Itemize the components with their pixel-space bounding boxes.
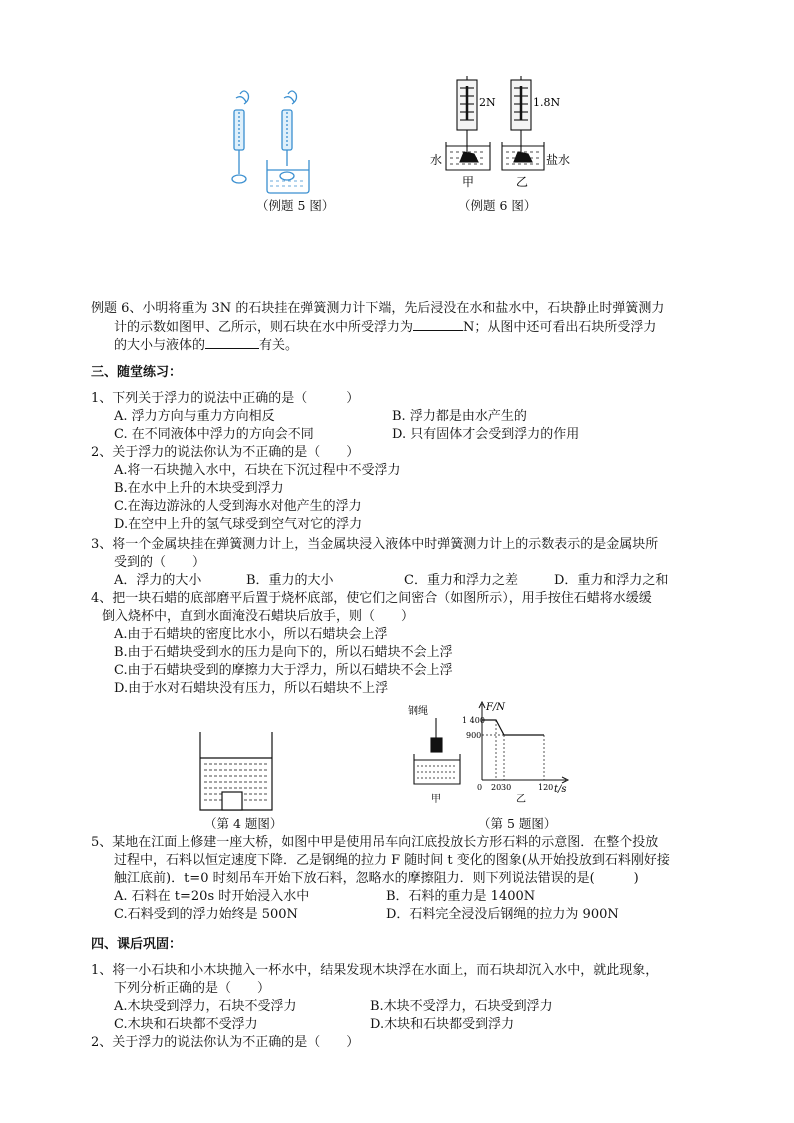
- example6-line3-b: 有关。: [259, 338, 299, 353]
- q5-graph-figure: [462, 698, 572, 816]
- s4-q1-stem-1: 1、将一小石块和小木块抛入一杯水中，结果发现木块浮在水面上，而石块却沉入水中，就此现象，: [91, 963, 659, 978]
- s3-q4-option-b: B.由于石蜡块受到水的压力是向下的，所以石蜡块不会上浮: [114, 645, 453, 660]
- ex6-right-sub: 乙: [516, 175, 529, 189]
- q5-xtick-30: 30: [501, 783, 512, 792]
- s3-q5-stem-1: 5、某地在江面上修建一座大桥，如图中甲是使用吊车向江底投放长方形石料的示意图．在整个投放: [91, 835, 659, 850]
- q5-apparatus-figure: [406, 700, 468, 816]
- ex6-right-reading: 1.8N: [533, 96, 561, 109]
- s3-q3-option-b: B．重力的大小: [246, 573, 334, 588]
- s3-q2-option-a: A.将一石块抛入水中，石块在下沉过程中不受浮力: [114, 463, 401, 478]
- s3-q5-stem-3: 触江底前)．t=0 时刻吊车开始下放石料，忽略水的摩擦阻力．则下列说法错误的是( ): [114, 871, 639, 886]
- s3-q5-option-c: C.石料受到的浮力始终是 500N: [114, 907, 298, 922]
- example6-line2: [114, 318, 656, 337]
- example5-caption: （例题 5 图）: [256, 198, 335, 213]
- s3-q5-option-d: D．石料完全浸没后钢绳的拉力为 900N: [386, 907, 619, 922]
- s3-q4-option-d: D.由于水对石蜡块没有压力，所以石蜡块不上浮: [114, 681, 389, 696]
- ex6-left-liquid: 水: [430, 153, 443, 167]
- q5-xtick-120: 120: [538, 783, 554, 792]
- s3-q5-stem-2: 过程中，石料以恒定速度下降．乙是钢绳的拉力 F 随时间 t 变化的图象(从开始投放到石料刚好接: [114, 853, 670, 868]
- s3-q3-option-a: A．浮力的大小: [114, 573, 202, 588]
- q5-ytick-1400: 1 400: [462, 716, 485, 725]
- example6-line3: [114, 336, 298, 355]
- example6-line2-b: N；从图中还可看出石块所受浮力: [463, 320, 657, 335]
- q5-origin: 0: [477, 783, 483, 792]
- s3-q1-option-d: D. 只有固体才会受到浮力的作用: [392, 427, 580, 442]
- q5-ytick-900: 900: [466, 731, 482, 740]
- s3-q2-option-b: B.在水中上升的木块受到浮力: [114, 481, 284, 496]
- s4-q1-option-a: A.木块受到浮力，石块不受浮力: [114, 999, 297, 1014]
- q5-xtick-20: 20: [491, 783, 502, 792]
- s4-q1-option-d: D.木块和石块都受到浮力: [370, 1017, 515, 1032]
- s4-q1-option-c: C.木块和石块都不受浮力: [114, 1017, 258, 1032]
- s3-q4-stem-1: 4、把一块石蜡的底部磨平后置于烧杯底部，使它们之间密合（如图所示），用手按住石蜡将水缓缓: [91, 591, 652, 606]
- example6-figure: [424, 76, 584, 196]
- s4-q1-option-b: B.木块不受浮力，石块受到浮力: [370, 999, 553, 1014]
- s3-q1-option-b: B. 浮力都是由水产生的: [392, 409, 527, 424]
- ex6-left-reading: 2N: [479, 96, 496, 109]
- answer-blank-1[interactable]: [413, 318, 463, 331]
- s3-q3-option-d: D．重力和浮力之和: [554, 573, 669, 588]
- s3-q2-option-c: C.在海边游泳的人受到海水对他产生的浮力: [114, 499, 362, 514]
- q4-figure: [194, 730, 278, 812]
- s3-q1-option-a: A. 浮力方向与重力方向相反: [114, 409, 275, 424]
- s3-q4-option-c: C.由于石蜡块受到的摩擦力大于浮力，所以石蜡块不会上浮: [114, 663, 453, 678]
- example6-line3-a: 的大小与液体的: [114, 338, 206, 353]
- q5-ylabel: F/N: [486, 702, 506, 713]
- s3-q4-option-a: A.由于石蜡块的密度比水小，所以石蜡块会上浮: [114, 627, 388, 642]
- s3-q3-option-c: C．重力和浮力之差: [404, 573, 518, 588]
- s3-q1-option-c: C. 在不同液体中浮力的方向会不同: [114, 427, 314, 442]
- s3-q5-option-b: B．石料的重力是 1400N: [386, 889, 536, 904]
- q5-xlabel: t/s: [554, 784, 567, 795]
- s3-q5-option-a: A. 石料在 t=20s 时开始浸入水中: [114, 889, 310, 904]
- s3-q2-stem: 2、关于浮力的说法你认为不正确的是（ ）: [91, 445, 360, 460]
- s3-q4-stem-2: 倒入烧杯中，直到水面淹没石蜡块后放手，则（ ）: [102, 609, 415, 624]
- s4-q2-stem: 2、关于浮力的说法你认为不正确的是（ ）: [91, 1035, 360, 1050]
- s3-q3-stem-2: 受到的（ ）: [114, 555, 206, 570]
- section4-heading: 四、课后巩固：: [91, 937, 183, 952]
- s3-q3-stem-1: 3、将一个金属块挂在弹簧测力计上，当金属块浸入液体中时弹簧测力计上的示数表示的是金属块所: [91, 537, 659, 552]
- s3-q2-option-d: D.在空中上升的氢气球受到空气对它的浮力: [114, 517, 363, 532]
- s4-q1-stem-2: 下列分析正确的是（ ）: [114, 981, 271, 996]
- q5-caption: （第 5 题图）: [478, 816, 557, 831]
- section3-heading: 三、随堂练习：: [91, 365, 183, 380]
- example5-figure: [222, 86, 332, 196]
- q5-left-sub: 甲: [431, 794, 441, 805]
- ex6-left-sub: 甲: [462, 175, 475, 189]
- q5-right-sub: 乙: [516, 794, 526, 805]
- example6-line2-a: 计的示数如图甲、乙所示，则石块在水中所受浮力为: [114, 320, 414, 335]
- example6-caption: （例题 6 图）: [458, 198, 537, 213]
- q4-caption: （第 4 题图）: [204, 816, 283, 831]
- q5-rope-label: 钢绳: [408, 706, 428, 717]
- ex6-right-liquid: 盐水: [546, 153, 571, 167]
- s3-q1-stem: 1、下列关于浮力的说法中正确的是（ ）: [91, 391, 360, 406]
- example6-line1: 例题 6、小明将重为 3N 的石块挂在弹簧测力计下端，先后浸没在水和盐水中，石块静止时弹簧测力: [91, 301, 665, 316]
- answer-blank-2[interactable]: [205, 336, 259, 349]
